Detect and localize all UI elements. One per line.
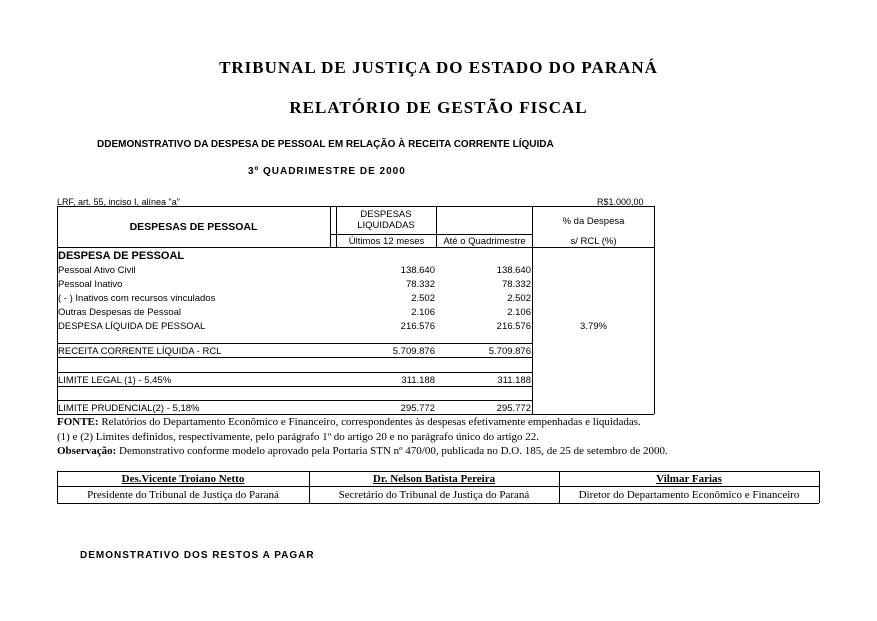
rcl-quad: 5.709.876 — [488, 346, 531, 357]
col-header-pct: % da Despesa — [562, 216, 625, 227]
table-row-label: ( - ) Inativos com recursos vinculados — [58, 293, 216, 304]
rcl-12m: 5.709.876 — [392, 346, 435, 357]
table-row-quad: 2.106 — [507, 307, 531, 318]
signature-name-diretor: Vilmar Farias — [656, 473, 722, 485]
report-subtitle: RELATÓRIO DE GESTÃO FISCAL — [289, 98, 588, 117]
obs-label: Observação: — [57, 445, 117, 457]
table-row-quad: 216.576 — [496, 321, 531, 332]
col-header-quadrimestre: Até o Quadrimestre — [443, 236, 526, 247]
table-row-12m: 2.106 — [411, 307, 435, 318]
footnote-fonte — [57, 416, 641, 428]
table-row-12m: 78.332 — [405, 279, 435, 290]
limite-legal-12m: 311.188 — [401, 375, 435, 386]
fonte-text: Relatórios do Departamento Econômico e Financeiro, correspondentes às despesas efetivamente empenhadas e liquidadas. — [98, 416, 641, 428]
table-row-quad: 138.640 — [496, 265, 531, 276]
signature-role-secretario: Secretário do Tribunal de Justiça do Paraná — [338, 489, 530, 501]
table-row-12m: 216.576 — [400, 321, 435, 332]
footnote-limites: (1) e (2) Limites definidos, respectivamente, pelo parágrafo 1º do artigo 20 e no parágrafo único do artigo 22. — [57, 431, 540, 443]
table-row-label: Pessoal Inativo — [58, 279, 123, 290]
report-title: TRIBUNAL DE JUSTIÇA DO ESTADO DO PARANÁ — [219, 58, 658, 77]
signature-role-diretor: Diretor do Departamento Econômico e Financeiro — [578, 489, 800, 501]
signature-name-secretario: Dr. Nelson Batista Pereira — [372, 473, 496, 485]
table-row-label: Outras Despesas de Pessoal — [58, 307, 182, 318]
period-heading: 3º QUADRIMESTRE DE 2000 — [248, 166, 406, 177]
table-row-label: Pessoal Ativo Civil — [58, 265, 136, 276]
table-row-pct: 3.79% — [580, 321, 607, 332]
obs-text: Demonstrativo conforme modelo aprovado pela Portaria STN nº 470/00, publicada no D.O. 185, de 25 de setembro de 2000. — [116, 445, 668, 457]
restos-a-pagar-heading: DEMONSTRATIVO DOS RESTOS A PAGAR — [80, 550, 315, 561]
col-header-12-meses: Últimos 12 meses — [348, 236, 425, 247]
limite-legal-quad: 311.188 — [497, 375, 531, 386]
col-header-despesas-pessoal: DESPESAS DE PESSOAL — [129, 221, 258, 233]
limite-legal-label: LIMITE LEGAL (1) - 5,45% — [58, 375, 172, 386]
fonte-label: FONTE: — [57, 416, 99, 428]
signature-name-presidente: Des.Vicente Troiano Netto — [121, 473, 245, 485]
limite-prudencial-label: LIMITE PRUDENCIAL(2) - 5,18% — [58, 403, 200, 414]
col-header-pct-rcl: s/ RCL (%) — [570, 236, 617, 247]
table-row-12m: 138.640 — [400, 265, 435, 276]
limite-prudencial-quad: 295.772 — [496, 403, 531, 414]
demonstrativo-heading: DDEMONSTRATIVO DA DESPESA DE PESSOAL EM RELAÇÃO À RECEITA CORRENTE LÍQUIDA — [97, 139, 554, 150]
limite-prudencial-12m: 295.772 — [400, 403, 435, 414]
lrf-reference: LRF, art. 55, inciso I, alínea "a" — [57, 197, 180, 207]
table-row-12m: 2.502 — [411, 293, 435, 304]
rcl-label: RECEITA CORRENTE LÍQUIDA - RCL — [58, 346, 222, 357]
col-header-despesas-liquidadas: DESPESAS LIQUIDADAS — [357, 209, 415, 231]
signature-role-presidente: Presidente do Tribunal de Justiça do Paraná — [87, 489, 279, 501]
currency-unit: R$1.000,00 — [597, 197, 644, 207]
footnote-observacao — [57, 445, 668, 457]
table-row-quad: 2.502 — [507, 293, 531, 304]
section-despesa-pessoal: DESPESA DE PESSOAL — [58, 250, 185, 262]
table-row-quad: 78.332 — [501, 279, 531, 290]
table-row-label: DESPESA LÍQUIDA DE PESSOAL — [58, 321, 206, 332]
